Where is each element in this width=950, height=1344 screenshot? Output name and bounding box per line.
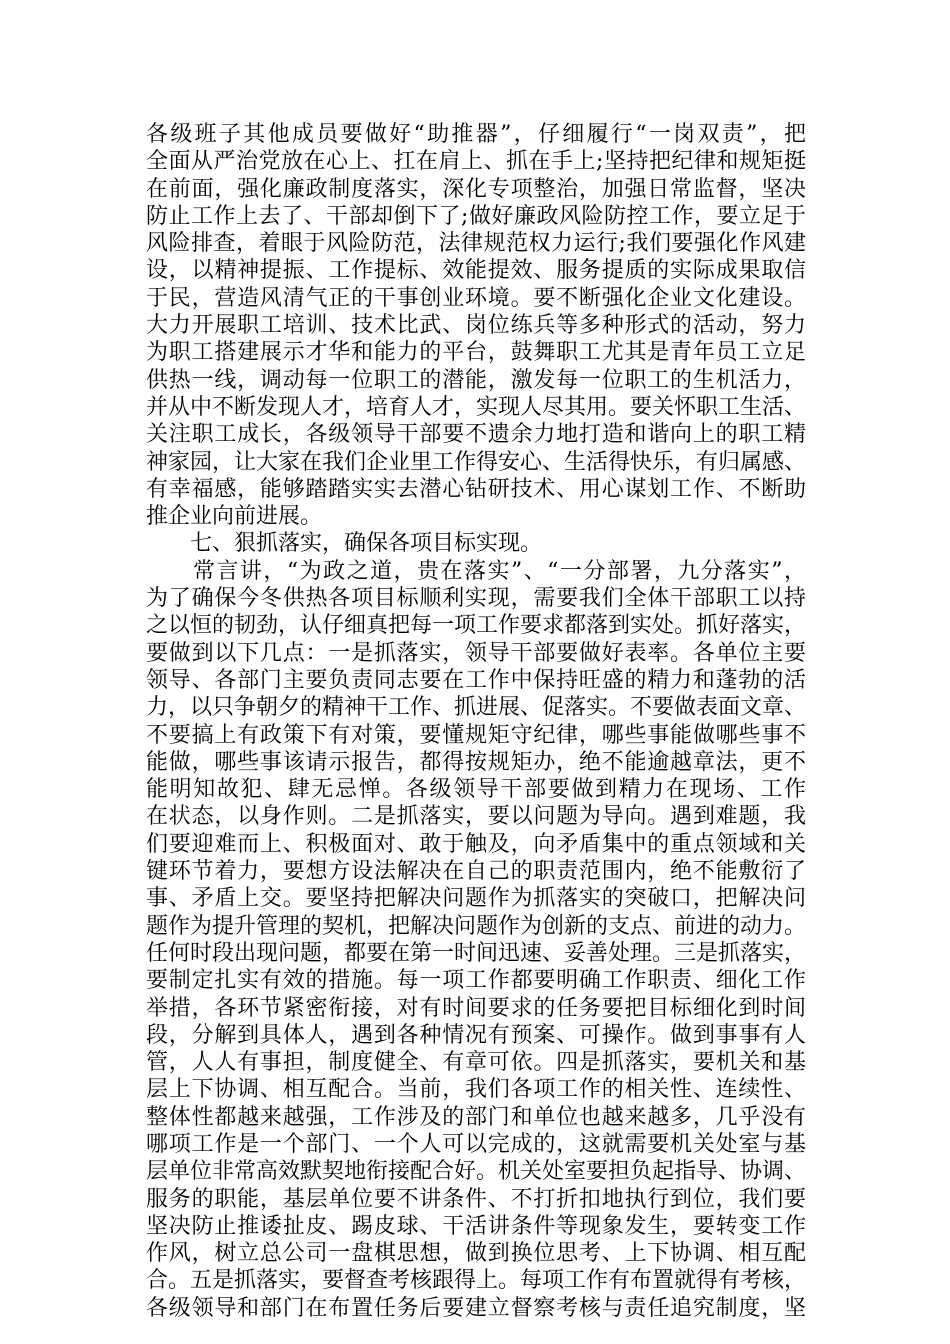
text-line: 要做到以下几点：一是抓落实，领导干部要做好表率。各单位主要 [146, 640, 806, 666]
text-line: 各级领导和部门在布置任务后要建立督察考核与责任追究制度，坚 [146, 1295, 806, 1321]
text-line: 各级班子其他成员要做好“助推器”，仔细履行“一岗双责”，把 [146, 122, 806, 147]
text-line: 管，人人有事担，制度健全、有章可依。四是抓落实，要机关和基 [146, 1050, 806, 1076]
text-line: 全面从严治党放在心上、扛在肩上、抓在手上;坚持把纪律和规矩挺 [146, 149, 806, 175]
text-line: 关注职工成长，各级领导干部要不遗余力地打造和谐向上的职工精 [146, 422, 806, 448]
text-line: 能做，哪些事该请示报告，都得按规矩办，绝不能逾越章法，更不 [146, 749, 806, 775]
text-line: 不要搞上有政策下有对策，要懂规矩守纪律，哪些事能做哪些事不 [146, 722, 806, 748]
text-line: 力，以只争朝夕的精神干工作、抓进展、促落实。不要做表面文章、 [146, 695, 807, 721]
text-line: 之以恒的韧劲，认仔细真把每一项工作要求都落到实处。抓好落实， [146, 613, 807, 639]
text-line: 层单位非常高效默契地衔接配合好。机关处室要担负起指导、协调、 [146, 1159, 807, 1185]
text-line: 坚决防止推诿扯皮、踢皮球、干活讲条件等现象发生，要转变工作 [146, 1213, 806, 1239]
text-line: 们要迎难而上、积极面对、敢于触及，向矛盾集中的重点领域和关 [146, 831, 806, 857]
text-line: 领导、各部门主要负责同志要在工作中保持旺盛的精力和蓬勃的活 [146, 667, 806, 693]
text-line: 作风，树立总公司一盘棋思想，做到换位思考、上下协调、相互配 [146, 1241, 806, 1267]
text-line: 任何时段出现问题，都要在第一时间迅速、妥善处理。三是抓落实， [146, 940, 807, 966]
text-line: 合。五是抓落实，要督查考核跟得上。每项工作有布置就得有考核， [146, 1268, 807, 1294]
text-line: 防止工作上去了、干部却倒下了;做好廉政风险防控工作，要立足于 [146, 203, 806, 229]
section-heading: 七、狠抓落实，确保各项目标实现。 [146, 531, 543, 557]
text-line: 有幸福感，能够踏踏实实去潜心钻研技术、用心谋划工作、不断助 [146, 476, 806, 502]
text-line: 要制定扎实有效的措施。每一项工作都要明确工作职责、细化工作 [146, 968, 806, 994]
body-text [146, 121, 806, 1322]
text-line: 在前面，强化廉政制度落实，深化专项整治，加强日常监督，坚决 [146, 176, 806, 202]
text-line: 风险排查，着眼于风险防范，法律规范权力运行;我们要强化作风建 [146, 231, 806, 257]
text-line: 在状态，以身作则。二是抓落实，要以问题为导向。遇到难题，我 [146, 804, 806, 830]
text-line: 供热一线，调动每一位职工的潜能，激发每一位职工的生机活力， [146, 367, 806, 393]
text-line: 常言讲，“为政之道，贵在落实”、“一分部署，九分落实”， [146, 558, 806, 584]
text-line: 服务的职能，基层单位要不讲条件、不打折扣地执行到位，我们要 [146, 1186, 806, 1212]
text-line: 层上下协调、相互配合。当前，我们各项工作的相关性、连续性、 [146, 1077, 806, 1103]
text-line: 事、矛盾上交。要坚持把解决问题作为抓落实的突破口，把解决问 [146, 886, 806, 912]
text-line: 能明知故犯、肆无忌惮。各级领导干部要做到精力在现场、工作 [146, 777, 806, 803]
text-line: 举措，各环节紧密衔接，对有时间要求的任务要把目标细化到时间 [146, 995, 806, 1021]
text-line: 题作为提升管理的契机，把解决问题作为创新的支点、前进的动力。 [146, 913, 807, 939]
text-line: 于民，营造风清气正的干事创业环境。要不断强化企业文化建设。 [146, 285, 806, 311]
text-line: 为职工搭建展示才华和能力的平台，鼓舞职工尤其是青年员工立足 [146, 340, 806, 366]
text-line: 为了确保今冬供热各项目标顺利实现，需要我们全体干部职工以持 [146, 586, 806, 612]
text-line: 推企业向前进展。 [146, 504, 323, 530]
text-line: 并从中不断发现人才，培育人才，实现人尽其用。要关怀职工生活、 [146, 394, 807, 420]
text-line: 设，以精神提振、工作提标、效能提效、服务提质的实际成果取信 [146, 258, 806, 284]
text-line: 大力开展职工培训、技术比武、岗位练兵等多种形式的活动，努力 [146, 313, 806, 339]
text-line: 整体性都越来越强，工作涉及的部门和单位也越来越多，几乎没有 [146, 1104, 806, 1130]
text-line: 段，分解到具体人，遇到各种情况有预案、可操作。做到事事有人 [146, 1022, 806, 1048]
text-line: 哪项工作是一个部门、一个人可以完成的，这就需要机关处室与基 [146, 1131, 806, 1157]
text-line: 神家园，让大家在我们企业里工作得安心、生活得快乐，有归属感、 [146, 449, 807, 475]
text-line: 键环节着力，要想方设法解决在自己的职责范围内，绝不能敷衍了 [146, 859, 806, 885]
